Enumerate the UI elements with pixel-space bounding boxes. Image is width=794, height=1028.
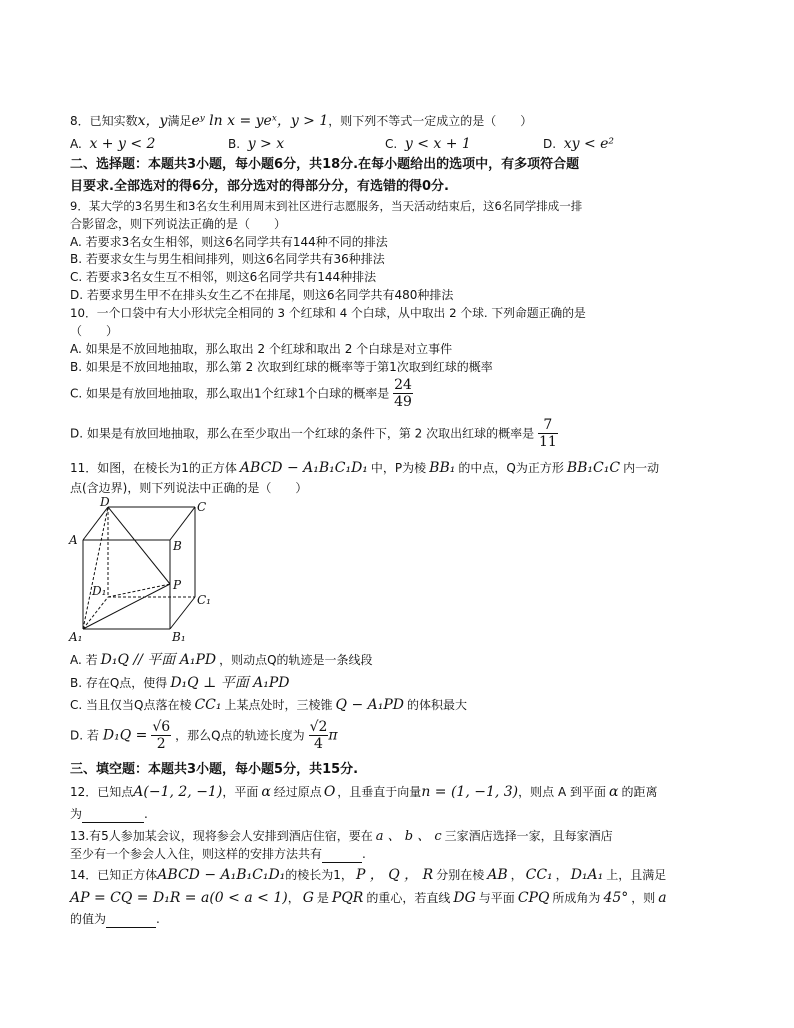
hidden-edge-A1-D — [83, 507, 108, 629]
fraction-sqrt6-2: $\frac{√6}{2}$ — [152, 719, 171, 752]
q8-option-c[interactable]: C. y < x + 1 — [385, 136, 471, 152]
label-P: P — [173, 578, 182, 592]
cube-figure — [66, 496, 216, 646]
q11-option-a[interactable]: A. 若 D₁Q // 平面 A₁PD ，则动点Q的轨迹是一条线段 — [70, 652, 373, 668]
q11-stem-line2: 点(含边界)，则下列说法中正确的是（ ） — [70, 481, 308, 495]
section2-heading-line2: 目要求.全部选对的得6分，部分选对的得部分分，有选错的得0分. — [70, 179, 449, 194]
edge-B-C — [170, 507, 195, 540]
label-B: B — [173, 539, 182, 553]
q12-answer-blank[interactable] — [82, 806, 144, 823]
q10-stem-line1: 10．一个口袋中有大小形状完全相同的 3 个红球和 4 个白球，从中取出 2 个球. 下列命题正确的是 — [70, 306, 586, 320]
q8-stem: 8．已知实数x，y满足eʸ ln x = yeˣ，y > 1，则下列不等式一定成立的是（ ） — [70, 113, 533, 129]
q10-option-b[interactable]: B. 如果是不放回地抽取，那么第 2 次取到红球的概率等于第1次取到红球的概率 — [70, 360, 493, 374]
fraction-7-11: $\frac{7}{11}$ — [538, 417, 557, 450]
q10-option-d[interactable]: D. 如果是有放回地抽取，那么在至少取出一个红球的条件下，第 2 次取出红球的概率是 $\frac{7}{11}$ — [70, 417, 557, 450]
q9-option-c[interactable]: C. 若要求3名女生互不相邻，则这6名同学共有144种排法 — [70, 270, 377, 284]
q8-option-d[interactable]: D. xy < e² — [543, 136, 615, 152]
q9-option-a[interactable]: A. 若要求3名女生相邻，则这6名同学共有144种不同的排法 — [70, 235, 388, 249]
section2-heading-line1: 二、选择题：本题共3小题，每小题6分，共18分.在每小题给出的选项中，有多项符合题 — [70, 157, 580, 172]
q10-stem-line2: （ ） — [70, 324, 119, 338]
label-D: D — [100, 496, 110, 509]
q11-option-c[interactable]: C. 当且仅当Q点落在棱 CC₁ 上某点处时，三棱锥 Q − A₁PD 的体积最大 — [70, 697, 468, 713]
q14-answer-blank[interactable] — [106, 911, 156, 928]
hidden-edge-D1-P — [108, 584, 170, 597]
q8-option-b[interactable]: B. y > x — [228, 136, 285, 152]
q12-stem-line2: 为 . — [70, 807, 148, 821]
q9-option-d[interactable]: D. 若要求男生甲不在排头女生乙不在排尾，则这6名同学共有480种排法 — [70, 288, 454, 302]
label-B1: B₁ — [172, 630, 186, 644]
q11-option-d[interactable]: D. 若 D₁Q = $\frac{√6}{2}$ ，那么Q点的轨迹长度为 $\frac{√2}{4}$ π — [70, 719, 338, 752]
q14-stem-line1: 14．已知正方体ABCD − A₁B₁C₁D₁的棱长为1， P ， Q ， R 分别在棱 AB ， CC₁ ， D₁A₁ 上，且满足 — [70, 867, 667, 883]
q9-stem-line1: 9．某大学的3名男生和3名女生利用周末到社区进行志愿服务，当天活动结束后，这6名同学排成一排 — [70, 199, 583, 213]
q14-stem-line3: 的值为 . — [70, 912, 160, 926]
q10-option-a[interactable]: A. 如果是不放回地抽取，那么取出 2 个红球和取出 2 个白球是对立事件 — [70, 342, 453, 356]
label-A: A — [69, 533, 78, 547]
q13-stem-line1: 13.有5人参加某会议，现将参会人安排到酒店住宿，要在 a 、 b 、 c 三家酒店选择一家，且每家酒店 — [70, 829, 613, 844]
label-D1: D₁ — [92, 584, 107, 598]
q10-option-c[interactable]: C. 如果是有放回地抽取，那么取出1个红球1个白球的概率是 $\frac{24}{49}$ — [70, 377, 412, 410]
q8-option-a[interactable]: A. x + y < 2 — [70, 136, 156, 152]
q13-stem-line2: 至少有一个参会人入住，则这样的安排方法共有 . — [70, 847, 366, 861]
label-C1: C₁ — [197, 593, 211, 607]
fraction-sqrt2-4: $\frac{√2}{4}$ — [309, 719, 328, 752]
label-C: C — [197, 500, 207, 514]
q12-stem-line1: 12．已知点A(−1, 2, −1)，平面 α 经过原点 O ，且垂直于向量n = (1, −1, 3)，则点 A 到平面 α 的距离 — [70, 784, 658, 800]
edge-D-P — [108, 507, 170, 584]
q9-stem-line2: 合影留念，则下列说法正确的是（ ） — [70, 217, 287, 231]
label-A1: A₁ — [69, 630, 83, 644]
fraction-24-49: $\frac{24}{49}$ — [394, 377, 412, 410]
q11-option-b[interactable]: B. 存在Q点，使得 D₁Q ⊥ 平面 A₁PD — [70, 675, 290, 691]
q11-stem-line1: 11．如图，在棱长为1的正方体 ABCD − A₁B₁C₁D₁ 中，P为棱 BB₁ 的中点，Q为正方形 BB₁C₁C 内一动 — [70, 460, 660, 476]
q9-option-b[interactable]: B. 若要求女生与男生相间排列，则这6名同学共有36种排法 — [70, 252, 385, 266]
section3-heading: 三、填空题：本题共3小题，每小题5分，共15分. — [70, 762, 359, 777]
q14-stem-line2: AP = CQ = D₁R = a(0 < a < 1)， G 是 PQR 的重心，若直线 DG 与平面 CPQ 所成角为 45° ，则 a — [70, 890, 667, 906]
edge-B1-C1 — [170, 597, 195, 629]
q13-answer-blank[interactable] — [322, 846, 362, 863]
